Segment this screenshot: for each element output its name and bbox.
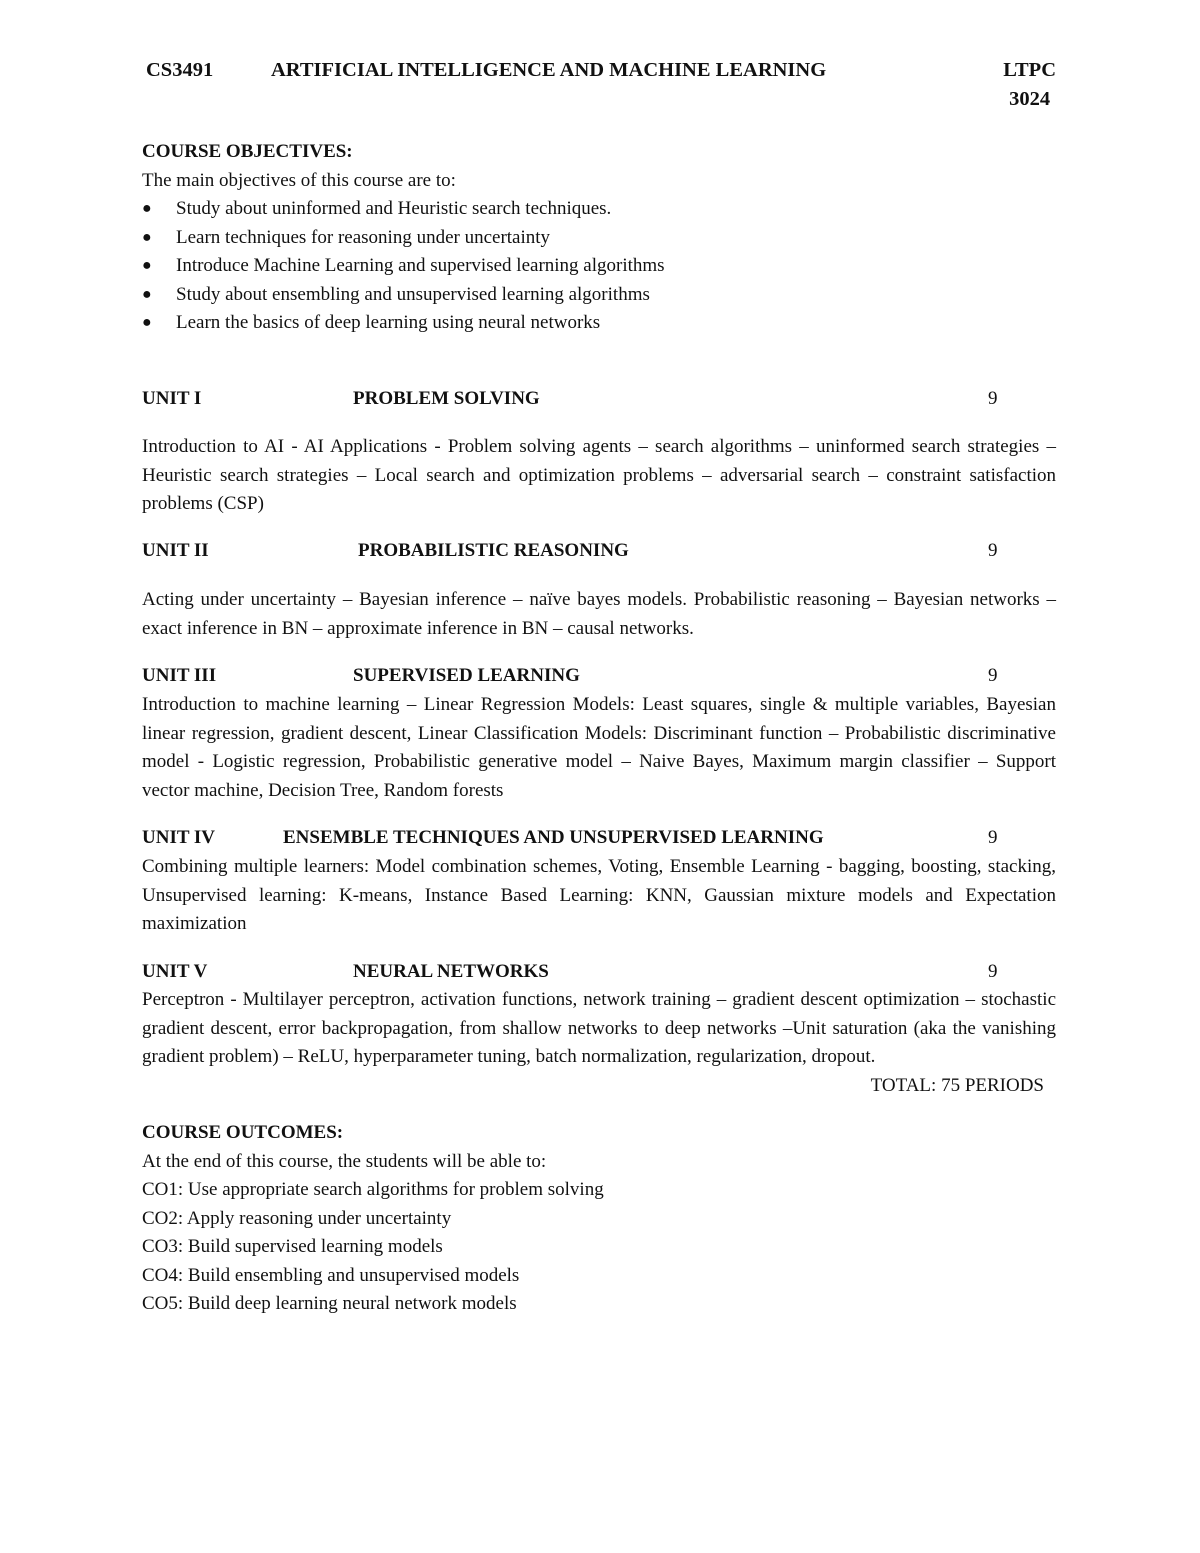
ltpc-label: LTPC xyxy=(1003,59,1056,81)
unit-label: UNIT III xyxy=(142,665,217,686)
objective-item: ● Learn techniques for reasoning under uncertainty xyxy=(142,224,1058,253)
bullet-icon: ● xyxy=(142,285,152,303)
unit-4-heading xyxy=(142,824,1058,853)
unit-3-heading xyxy=(142,662,1058,691)
course-code: CS3491 xyxy=(146,59,214,81)
objective-item: ● Learn the basics of deep learning using neural networks xyxy=(142,309,1058,338)
objective-item: ● Study about uninformed and Heuristic search techniques. xyxy=(142,195,1058,224)
unit-hours: 9 xyxy=(988,388,998,409)
total-periods: TOTAL: 75 PERIODS xyxy=(870,1074,1044,1096)
objectives-intro: The main objectives of this course are to: xyxy=(142,169,456,191)
unit-5-block xyxy=(142,986,1056,1100)
unit-title: ENSEMBLE TECHNIQUES AND UNSUPERVISED LEARNING xyxy=(283,827,824,848)
unit-2-content: Acting under uncertainty – Bayesian inference – naïve bayes models. Probabilistic reasoning – Bayesian networks – exact inference in BN – approximate inference in BN – causal networks. xyxy=(142,589,1056,639)
course-objectives-section xyxy=(142,138,1058,338)
unit-hours: 9 xyxy=(988,961,998,982)
unit-hours: 9 xyxy=(988,540,998,561)
bullet-icon: ● xyxy=(142,257,152,274)
outcome-item: CO3: Build supervised learning models xyxy=(142,1236,443,1257)
objective-item: ● Introduce Machine Learning and supervised learning algorithms xyxy=(142,252,1058,281)
objectives-list xyxy=(142,195,1058,338)
unit-title: PROBABILISTIC REASONING xyxy=(358,540,629,561)
unit-label: UNIT I xyxy=(142,388,202,409)
unit-4-content: Combining multiple learners: Model combination schemes, Voting, Ensemble Learning - bagging, boosting, stacking, Unsupervised learning: K-means, Instance Based Learning: KNN, Gaussian mixture models and Expectation maximization xyxy=(142,856,1056,934)
unit-5-content: Perceptron - Multilayer perceptron, activation functions, network training – gradient descent optimization – stochastic gradient descent, error backpropagation, from shallow networks to deep networks –Unit saturation (aka the vanishing gradient problem) – ReLU, hyperparameter tuning, batch normalization, regularization, dropout. xyxy=(142,989,1056,1067)
course-header xyxy=(142,56,1058,116)
bullet-icon: ● xyxy=(142,200,152,217)
objective-item: ● Study about ensembling and unsupervised learning algorithms xyxy=(142,281,1058,310)
ltpc-block xyxy=(1003,56,1056,114)
unit-5-heading xyxy=(142,958,1058,987)
course-title: ARTIFICIAL INTELLIGENCE AND MACHINE LEARNING xyxy=(271,59,827,81)
unit-hours: 9 xyxy=(988,665,998,686)
unit-label: UNIT IV xyxy=(142,827,216,848)
outcomes-intro: At the end of this course, the students will be able to: xyxy=(142,1150,547,1172)
outcome-item: CO5: Build deep learning neural network models xyxy=(142,1293,517,1314)
unit-title: PROBLEM SOLVING xyxy=(353,388,540,409)
objectives-heading: COURSE OBJECTIVES: xyxy=(142,141,353,162)
outcomes-heading: COURSE OUTCOMES: xyxy=(142,1122,344,1143)
outcome-item: CO2: Apply reasoning under uncertainty xyxy=(142,1207,452,1229)
outcome-item: CO4: Build ensembling and unsupervised models xyxy=(142,1264,520,1286)
unit-label: UNIT V xyxy=(142,961,208,982)
ltpc-value: 3024 xyxy=(1009,88,1051,110)
unit-label: UNIT II xyxy=(142,540,209,561)
course-outcomes-section xyxy=(142,1119,1058,1319)
unit-1-heading xyxy=(142,385,1058,414)
outcome-item: CO1: Use appropriate search algorithms for problem solving xyxy=(142,1179,604,1200)
bullet-icon: ● xyxy=(142,314,152,331)
unit-3-content: Introduction to machine learning – Linear Regression Models: Least squares, single & multiple variables, Bayesian linear regression, gradient descent, Linear Classification Models: Discriminant function – Probabilistic discriminative model - Logistic regression, Probabilistic generative model – Naive Bayes, Maximum margin classifier – Support vector machine, Decision Tree, Random forests xyxy=(142,694,1056,801)
unit-1-content: Introduction to AI - AI Applications - Problem solving agents – search algorithms – uninformed search strategies – Heuristic search strategies – Local search and optimization problems – adversarial search – constraint satisfaction problems (CSP) xyxy=(142,436,1056,514)
unit-hours: 9 xyxy=(988,827,998,848)
unit-2-heading xyxy=(142,537,1058,566)
bullet-icon: ● xyxy=(142,228,152,246)
unit-title: NEURAL NETWORKS xyxy=(353,961,549,982)
unit-title: SUPERVISED LEARNING xyxy=(353,665,580,686)
